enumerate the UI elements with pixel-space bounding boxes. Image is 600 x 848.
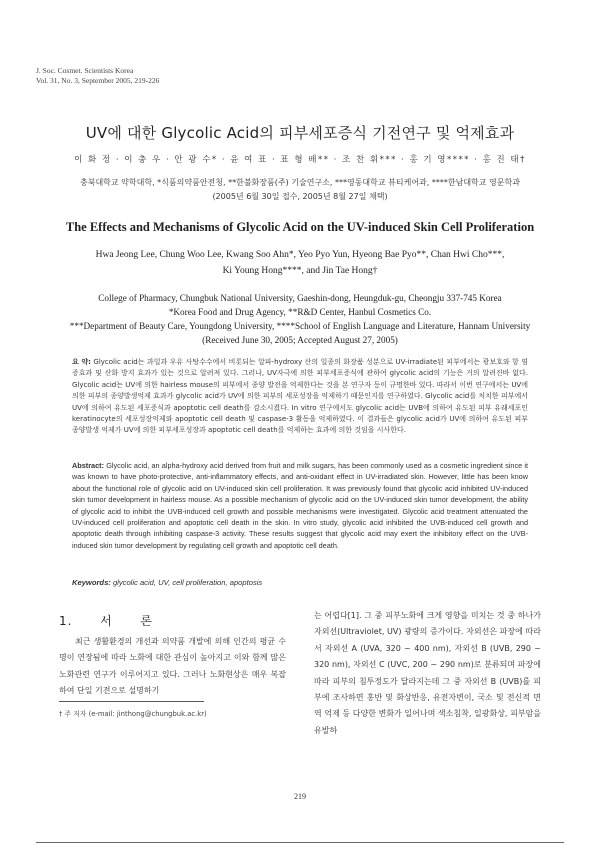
bottom-divider <box>36 842 564 843</box>
affiliation-english-line: *Korea Food and Drug Agency, **R&D Center, Hanbul Cosmetics Co. <box>168 307 432 317</box>
authors-english-line1: Hwa Jeong Lee, Chung Woo Lee, Kwang Soo Ahn*, Yeo Pyo Yun, Hyeong Bae Pyo**, Chan Hwi Cho***, <box>95 250 505 260</box>
abstract-korean <box>72 357 528 437</box>
section-title-part2: 론 <box>140 614 153 628</box>
affiliation-english <box>20 291 580 347</box>
abstract-korean-label: 요 약: <box>72 358 91 366</box>
affiliation-english-line: College of Pharmacy, Chungbuk National University, Gaeshin-dong, Heungduk-gu, Cheongju 337-745 Korea <box>98 293 502 303</box>
received-dates: (Received June 30, 2005; Accepted August 27, 2005) <box>202 335 398 345</box>
section-heading <box>59 612 153 629</box>
authors-english-line2: Ki Young Hong****, and Jin Tae Hong† <box>222 266 378 276</box>
footnote-divider <box>59 701 204 702</box>
journal-name: J. Soc. Cosmet. Scientists Korea <box>36 66 134 75</box>
affiliation-korean <box>20 176 580 204</box>
journal-citation <box>36 66 159 86</box>
authors-english <box>30 247 570 279</box>
section-number: 1. <box>59 614 73 628</box>
abstract-english <box>72 460 528 551</box>
abstract-english-label: Abstract: <box>72 461 105 470</box>
body-column-right: 는 어렵다[1]. 그 중 피부노화에 크게 영향을 미치는 것 중 하나가 자외선(Ultraviolet, UV) 광량의 증가이다. 자외선은 파장에 따라서 자외선 A (UVA, 320 ~ 400 nm), 자외선 B (UVB, 290 ~ 320 nm), 자외선 C (UVC, 200 ~ 290 nm)로 분류되며 파장에 따라 피부의 침투정도가 달라지는데 그 중 자외선 B (UVB)를 피부에 조사하면 홍반 및 화상반응, 유전자변이, 국소 및 전신적 면역 억제 등 다양한 변화가 일어나며 색소침착, 일광화상, 피부암을 유발하 <box>314 611 541 735</box>
page-number: 219 <box>294 792 306 801</box>
authors-korean: 이 화 정 · 이 충 우 · 안 광 수* · 윤 여 표 · 표 형 배** · 조 찬 휘*** · 홍 기 영**** · 홍 진 태† <box>74 155 526 165</box>
title-korean: UV에 대한 Glycolic Acid의 피부세포증식 기전연구 및 억제효과 <box>85 124 515 142</box>
abstract-korean-text: Glycolic acid는 과일과 우유 사탕수수에서 비롯되는 알파-hydroxy 산의 일종의 화장품 성분으로 UV-irradiate된 피부에서는 광보호와 항 염증효과 및 산화 방지 효과가 있는 것으로 알려져 있다. 그러나, UV자극에 의한 피부세포증식에 관하여 glycolic acid의 기능은 거의 알려진바 없다. Glycolic acid는 UV에 의한 hairless mouse의 피부에서 종양 발전을 억제한다는 것을 본 연구자 등이 규명한바 있다. 따라서 이번 연구에서는 UV에 의한 피부의 종양발생억제 효과가 glycolic acid가 UV에 의한 피부의 세포성장을 억제하기 때문인지를 연구하였다. Glycolic acid를 처치한 피부에서 UV에 의하여 유도된 세포증식과 apoptotic cell death를 감소시켰다. In vitro 연구에서도 glycolic acid는 UVB에 의하여 유도된 피부 유래세포인 keratinocyte의 세포성장억제와 apoptotic cell death 및 caspase-3 활동을 억제하였다. 이 결과들은 glycolic acid가 UV에 의하여 유도된 피부종양발생 억제가 UV에 의한 피부세포성장과 apoptotic cell death를 억제하는 효과에 의한 것임을 시사한다. <box>72 358 528 435</box>
body-column-left: 최근 생활환경의 개선과 의약품 개발에 의해 인간의 평균 수명이 연장됨에 따라 노화에 대한 관심이 높아지고 이와 함께 많은 노화관련 연구가 이루어지고 있다. 그러나 노화현상은 매우 복잡하여 단일 기전으로 설명하기 <box>59 637 286 696</box>
dates-korean: (2005년 6월 30일 접수, 2005년 8월 27일 채택) <box>212 192 388 201</box>
keywords <box>72 578 528 587</box>
keywords-text: glycolic acid, UV, cell proliferation, apoptosis <box>112 578 263 587</box>
keywords-label: Keywords: <box>72 578 111 587</box>
affiliation-korean-line: 충북대학교 약학대학, *식품의약품안전청, **한불화장품(주) 기술연구소, ***영동대학교 뷰티케어과, ****한남대학교 영문학과 <box>80 178 520 187</box>
affiliation-english-line: ***Department of Beauty Care, Youngdong University, ****School of English Language and Literature, Hannam University <box>69 321 531 331</box>
title-english: The Effects and Mechanisms of Glycolic Acid on the UV-induced Skin Cell Proliferation <box>65 220 535 234</box>
journal-volume: Vol. 31, No. 3, September 2005, 219-226 <box>36 76 160 85</box>
abstract-english-text: Glycolic acid, an alpha-hydroxy acid derived from fruit and milk sugars, has been commonly used as a cosmetic ingredient since it was known to have photo-protective, anti-inflammatory effects, and anti-oxidant effect in UV-irradiated skin. However, little has been know about the functional role of glycolic acid on UV-induced skin cell proliferation. It was previously found that glycolic acid inhibited UV-induced skin tumor development in hairless mouse. As a possible mechanism of glycolic acid on the UV-induced skin tumor development, the ability of glycolic acid to inhibit the UVB-induced cell growth and possible mechanisms were investigated. Glycolic acid treatment attenuated the UV-induced cell proliferation and apoptotic cell death in the skin. In vitro study, glycolic acid inhibited the UVB-induced cell growth and apoptotic death through inhibiting caspase-3 activity. These results suggest that glycolic acid may exert the inhibitory effect on the UVB-induced skin tumor development by regulating cell growth and apoptotic cell death. <box>72 461 528 550</box>
footnote: † 주 저자 (e-mail: jinthong@chungbuk.ac.kr) <box>59 710 207 718</box>
section-title-part1: 서 <box>100 614 113 628</box>
